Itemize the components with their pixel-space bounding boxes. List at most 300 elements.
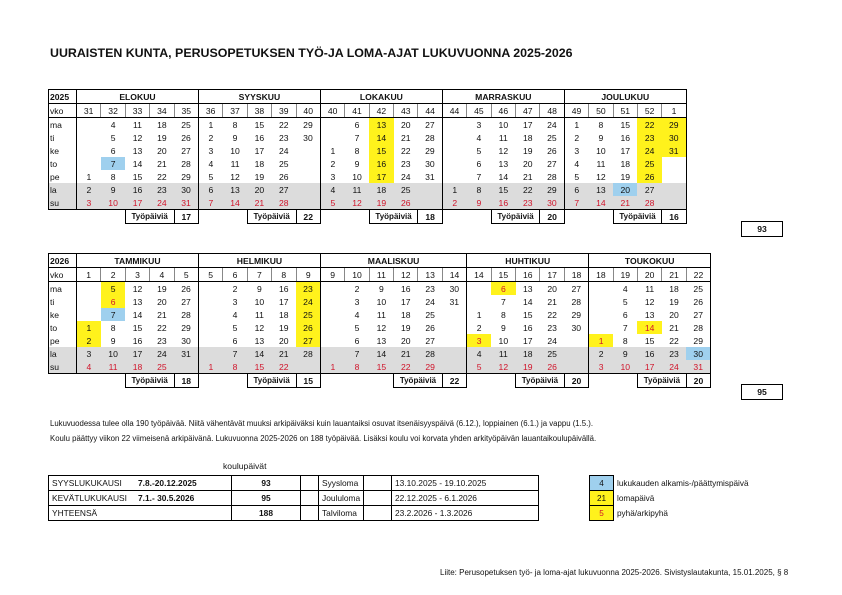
date-cell: 7 <box>223 347 247 360</box>
date-cell: 5 <box>476 145 482 156</box>
day-row-pe <box>49 170 687 183</box>
day-label: to <box>49 321 77 334</box>
date-cell: 25 <box>150 360 174 374</box>
date-cell <box>442 170 466 183</box>
week-number: 39 <box>272 104 296 118</box>
date-cell: 24 <box>279 145 289 156</box>
date-cell: 10 <box>352 171 362 182</box>
workdays-label: Työpäiviä <box>637 374 686 388</box>
week-number: 15 <box>491 268 515 282</box>
workdays-value: 17 <box>174 210 198 224</box>
spacer <box>442 210 491 224</box>
day-label: ti <box>49 295 77 308</box>
date-cell: 16 <box>522 322 533 333</box>
date-cell: 11 <box>254 309 264 320</box>
date-cell: 15 <box>247 360 271 374</box>
date-cell: 29 <box>564 308 588 321</box>
date-cell: 4 <box>198 157 222 170</box>
date-cell: 21 <box>272 347 296 360</box>
week-number: 2 <box>101 268 125 282</box>
day-row-ti <box>49 295 711 308</box>
date-cell: 11 <box>491 347 515 360</box>
date-cell: 22 <box>637 118 661 132</box>
date-cell: 17 <box>279 296 289 307</box>
workdays-label: Työpäiviä <box>369 210 418 224</box>
week-number: 8 <box>272 268 296 282</box>
term-dates: 7.8.-20.12.2025 <box>135 476 232 491</box>
date-cell <box>198 308 222 321</box>
date-cell: 4 <box>354 309 360 320</box>
date-cell: 13 <box>223 183 247 196</box>
day-row-to <box>49 321 711 334</box>
date-cell: 20 <box>157 145 167 156</box>
date-cell: 15 <box>522 309 533 320</box>
date-cell: 19 <box>516 360 540 374</box>
date-cell <box>320 308 344 321</box>
date-cell: 10 <box>254 296 265 307</box>
date-cell: 27 <box>174 295 198 308</box>
date-cell: 29 <box>662 118 686 132</box>
date-cell: 12 <box>345 196 369 210</box>
date-cell: 3 <box>564 144 588 157</box>
week-number: 5 <box>174 268 198 282</box>
date-cell: 5 <box>198 170 222 183</box>
date-cell: 2 <box>77 183 101 196</box>
week-number: 21 <box>662 268 686 282</box>
date-cell: 29 <box>174 170 198 183</box>
workdays-value: 20 <box>540 210 564 224</box>
date-cell: 6 <box>476 158 482 169</box>
date-cell: 23 <box>516 196 540 210</box>
date-cell: 1 <box>320 144 344 157</box>
date-cell: 14 <box>369 131 393 144</box>
date-cell: 13 <box>132 145 143 156</box>
day-label: su <box>49 360 77 374</box>
date-cell: 29 <box>418 144 442 157</box>
date-cell: 13 <box>644 309 655 320</box>
spacer <box>467 374 516 388</box>
date-cell <box>442 308 466 321</box>
workdays-row <box>49 210 687 224</box>
month-name: MARRASKUU <box>442 90 564 104</box>
date-cell: 5 <box>467 360 491 374</box>
month-name: TOUKOKUU <box>589 254 711 268</box>
date-cell: 13 <box>498 158 509 169</box>
date-cell <box>296 196 320 210</box>
date-cell: 28 <box>540 170 564 183</box>
spacer <box>198 374 247 388</box>
holiday-dates: 22.12.2025 - 6.1.2026 <box>392 491 539 506</box>
date-cell: 12 <box>491 360 515 374</box>
date-cell: 6 <box>491 282 515 296</box>
date-cell: 1 <box>589 334 613 347</box>
date-cell: 11 <box>596 158 606 169</box>
date-cell: 23 <box>279 132 289 143</box>
week-number: 9 <box>296 268 320 282</box>
date-cell: 18 <box>125 360 149 374</box>
date-cell: 25 <box>637 157 661 170</box>
date-cell: 27 <box>425 335 435 346</box>
date-cell: 18 <box>400 309 411 320</box>
date-cell: 14 <box>522 296 533 307</box>
week-number: 16 <box>516 268 540 282</box>
date-cell: 8 <box>232 119 238 130</box>
date-cell: 26 <box>540 144 564 157</box>
date-cell <box>77 157 101 170</box>
week-number: 47 <box>516 104 540 118</box>
date-cell: 29 <box>296 118 320 132</box>
date-cell: 26 <box>686 295 710 308</box>
date-cell: 19 <box>157 132 167 143</box>
date-cell: 22 <box>279 119 289 130</box>
day-label: ma <box>49 282 77 296</box>
date-cell: 4 <box>320 183 344 196</box>
date-cell <box>296 360 320 374</box>
date-cell: 6 <box>232 335 238 346</box>
week-number: 5 <box>198 268 222 282</box>
date-cell: 16 <box>620 132 631 143</box>
date-cell: 31 <box>662 144 686 157</box>
date-cell <box>442 131 466 144</box>
date-cell: 28 <box>272 196 296 210</box>
date-cell: 22 <box>157 322 167 333</box>
week-number: 6 <box>223 268 247 282</box>
date-cell: 30 <box>418 157 442 170</box>
date-cell: 19 <box>400 322 411 333</box>
date-cell: 7 <box>622 322 628 333</box>
workdays-label: Työpäiviä <box>394 374 443 388</box>
date-cell: 21 <box>522 171 533 182</box>
date-cell: 30 <box>564 321 588 334</box>
date-cell: 2 <box>232 283 238 294</box>
date-cell: 11 <box>645 283 655 294</box>
week-number: 12 <box>394 268 418 282</box>
date-cell: 9 <box>232 132 238 143</box>
date-cell: 5 <box>622 296 628 307</box>
date-cell <box>467 295 491 308</box>
date-cell: 17 <box>400 296 411 307</box>
spring-total: 95 <box>741 384 783 400</box>
year-label: 2026 <box>49 254 77 268</box>
date-cell: 21 <box>394 347 418 360</box>
date-cell <box>198 295 222 308</box>
date-cell: 2 <box>198 131 222 144</box>
date-cell: 31 <box>442 295 466 308</box>
date-cell <box>589 295 613 308</box>
day-label: pe <box>49 334 77 347</box>
date-cell: 24 <box>400 171 411 182</box>
date-cell: 10 <box>376 296 387 307</box>
week-number: 45 <box>467 104 491 118</box>
autumn-total: 93 <box>741 221 783 237</box>
day-row-su <box>49 360 711 374</box>
date-cell: 20 <box>669 309 679 320</box>
date-cell: 4 <box>476 132 482 143</box>
term-name: YHTEENSÄ <box>49 506 136 521</box>
date-cell: 28 <box>174 157 198 170</box>
date-cell: 22 <box>394 360 418 374</box>
workdays-value: 20 <box>686 374 710 388</box>
date-cell: 27 <box>564 282 588 296</box>
date-cell: 3 <box>589 360 613 374</box>
date-cell: 24 <box>540 118 564 132</box>
week-number: 31 <box>77 104 101 118</box>
date-cell: 1 <box>77 321 101 334</box>
month-name: TAMMIKUU <box>77 254 199 268</box>
day-row-la <box>49 347 711 360</box>
date-cell: 21 <box>669 322 679 333</box>
date-cell: 14 <box>247 347 271 360</box>
date-cell: 15 <box>369 144 393 157</box>
day-row-ma <box>49 282 711 296</box>
date-cell: 17 <box>369 170 393 183</box>
date-cell <box>77 282 101 296</box>
date-cell: 14 <box>369 347 393 360</box>
date-cell: 20 <box>400 335 411 346</box>
spacer <box>77 210 126 224</box>
date-cell <box>442 347 466 360</box>
date-cell: 3 <box>476 119 482 130</box>
date-cell <box>442 157 466 170</box>
date-cell: 13 <box>369 118 393 132</box>
date-cell: 9 <box>613 347 637 360</box>
week-number: 38 <box>247 104 271 118</box>
date-cell <box>320 282 344 296</box>
date-cell: 2 <box>442 196 466 210</box>
date-cell: 17 <box>125 196 149 210</box>
date-cell: 25 <box>394 183 418 196</box>
date-cell <box>296 170 320 183</box>
date-cell: 1 <box>467 308 491 321</box>
holiday-dates: 23.2.2026 - 1.3.2026 <box>392 506 539 521</box>
date-cell <box>77 131 101 144</box>
date-cell: 30 <box>174 334 198 347</box>
term-days: 95 <box>232 491 301 506</box>
date-cell: 31 <box>174 347 198 360</box>
date-cell: 18 <box>157 119 167 130</box>
date-cell: 11 <box>376 309 386 320</box>
week-row <box>49 104 687 118</box>
date-cell: 16 <box>132 335 143 346</box>
date-cell: 22 <box>516 183 540 196</box>
week-number: 1 <box>77 268 101 282</box>
date-cell: 7 <box>101 157 125 170</box>
date-cell: 27 <box>296 334 320 347</box>
week-number: 14 <box>442 268 466 282</box>
spacer <box>77 374 126 388</box>
date-cell: 4 <box>564 157 588 170</box>
date-cell: 5 <box>110 132 116 143</box>
date-cell: 14 <box>498 171 509 182</box>
legend-swatch: 21 <box>590 491 614 506</box>
date-cell: 3 <box>467 334 491 347</box>
date-cell: 8 <box>354 145 360 156</box>
date-cell: 11 <box>230 158 240 169</box>
date-cell: 2 <box>354 283 360 294</box>
date-cell: 26 <box>637 170 661 183</box>
week-number: 34 <box>150 104 174 118</box>
date-cell: 10 <box>101 196 125 210</box>
spacer <box>589 374 638 388</box>
date-cell: 25 <box>540 131 564 144</box>
page-title: UURAISTEN KUNTA, PERUSOPETUKSEN TYÖ-JA LOMA-AJAT LUKUVUONNA 2025-2026 <box>50 46 573 60</box>
week-number: 14 <box>467 268 491 282</box>
date-cell: 21 <box>400 132 411 143</box>
date-cell: 3 <box>198 144 222 157</box>
date-cell: 27 <box>272 183 296 196</box>
date-cell: 9 <box>598 132 604 143</box>
week-number: 9 <box>320 268 344 282</box>
workdays-value: 18 <box>174 374 198 388</box>
week-number: 49 <box>564 104 588 118</box>
week-number: 42 <box>369 104 393 118</box>
workdays-row <box>49 374 711 388</box>
legend-text: lukukauden alkamis-/päättymispäivä <box>617 478 749 488</box>
date-cell: 6 <box>110 145 116 156</box>
date-cell <box>589 282 613 296</box>
day-label: ke <box>49 308 77 321</box>
date-cell: 30 <box>540 196 564 210</box>
week-number: 46 <box>491 104 515 118</box>
workdays-value: 15 <box>296 374 320 388</box>
date-cell: 6 <box>354 335 360 346</box>
date-cell: 19 <box>254 171 265 182</box>
week-number: 7 <box>247 268 271 282</box>
date-cell: 27 <box>686 308 710 321</box>
date-cell: 29 <box>174 321 198 334</box>
date-cell: 25 <box>425 309 435 320</box>
date-cell: 5 <box>232 322 238 333</box>
date-cell: 26 <box>279 171 289 182</box>
day-label: la <box>49 347 77 360</box>
date-cell: 23 <box>400 158 411 169</box>
date-cell: 25 <box>296 308 320 321</box>
month-name: HELMIKUU <box>198 254 320 268</box>
week-number: 4 <box>150 268 174 282</box>
date-cell: 15 <box>491 183 515 196</box>
date-cell: 19 <box>669 296 679 307</box>
date-cell: 10 <box>498 119 509 130</box>
date-cell <box>662 196 686 210</box>
term-name: KEVÄTLUKUKAUSI <box>49 491 136 506</box>
date-cell: 14 <box>589 196 613 210</box>
week-number: 44 <box>442 104 466 118</box>
date-cell: 20 <box>613 183 637 196</box>
month-name: HUHTIKUU <box>467 254 589 268</box>
date-cell: 9 <box>110 335 116 346</box>
workdays-label: Työpäiviä <box>247 374 296 388</box>
week-number: 20 <box>637 268 661 282</box>
date-cell <box>296 183 320 196</box>
date-cell: 8 <box>110 322 116 333</box>
date-cell: 15 <box>644 335 655 346</box>
date-cell: 11 <box>498 132 508 143</box>
calendar-table <box>48 253 711 388</box>
term-name: SYYSLUKUKAUSI <box>49 476 136 491</box>
day-label: to <box>49 157 77 170</box>
date-cell: 23 <box>150 183 174 196</box>
date-cell: 18 <box>620 158 631 169</box>
date-cell: 1 <box>320 360 344 374</box>
week-number: 13 <box>418 268 442 282</box>
table-row <box>319 491 539 506</box>
legend-item <box>590 491 753 506</box>
date-cell: 13 <box>132 296 143 307</box>
date-cell: 8 <box>223 360 247 374</box>
date-cell: 23 <box>637 131 661 144</box>
date-cell: 4 <box>110 119 116 130</box>
date-cell <box>662 170 686 183</box>
date-cell: 19 <box>620 171 631 182</box>
date-cell <box>418 183 442 196</box>
date-cell: 28 <box>686 321 710 334</box>
workdays-label: Työpäiviä <box>491 210 540 224</box>
date-cell: 11 <box>101 360 125 374</box>
date-cell: 19 <box>279 322 289 333</box>
holiday-name: Joululoma <box>319 491 392 506</box>
date-cell: 31 <box>174 196 198 210</box>
date-cell: 4 <box>467 347 491 360</box>
date-cell <box>174 360 198 374</box>
date-cell: 7 <box>345 347 369 360</box>
day-row-ti <box>49 131 687 144</box>
date-cell: 2 <box>77 334 101 347</box>
table-row <box>49 476 364 491</box>
legend-text: pyhä/arkipyhä <box>617 508 668 518</box>
date-cell: 13 <box>254 335 265 346</box>
workdays-value: 22 <box>296 210 320 224</box>
day-label: la <box>49 183 77 196</box>
date-cell: 5 <box>354 322 360 333</box>
date-cell: 19 <box>157 283 167 294</box>
date-cell: 25 <box>174 118 198 132</box>
date-cell: 7 <box>500 296 506 307</box>
legend-swatch: 5 <box>590 506 614 521</box>
date-cell: 22 <box>547 309 557 320</box>
date-cell: 21 <box>247 196 271 210</box>
date-cell: 31 <box>418 170 442 183</box>
date-cell: 4 <box>622 283 628 294</box>
date-cell: 29 <box>686 334 710 347</box>
month-header-row <box>49 90 687 104</box>
table-row <box>49 506 364 521</box>
week-label: vko <box>49 268 77 282</box>
term-summary-table <box>48 475 364 521</box>
date-cell: 22 <box>272 360 296 374</box>
date-cell: 28 <box>296 347 320 360</box>
date-cell: 8 <box>467 183 491 196</box>
month-name: LOKAKUU <box>320 90 442 104</box>
date-cell: 5 <box>320 196 344 210</box>
date-cell: 5 <box>564 170 588 183</box>
week-number: 11 <box>369 268 393 282</box>
date-cell: 1 <box>77 170 101 183</box>
date-cell: 16 <box>491 196 515 210</box>
month-name: ELOKUU <box>77 90 199 104</box>
legend-item <box>590 506 753 521</box>
date-cell: 9 <box>101 183 125 196</box>
date-cell: 12 <box>254 322 265 333</box>
term-days: 188 <box>232 506 301 521</box>
day-row-to <box>49 157 687 170</box>
date-cell: 27 <box>540 157 564 170</box>
date-cell: 30 <box>662 131 686 144</box>
month-name: JOULUKUU <box>564 90 686 104</box>
date-cell <box>442 360 466 374</box>
date-cell: 13 <box>589 183 613 196</box>
date-cell <box>198 282 222 296</box>
week-number: 50 <box>589 104 613 118</box>
